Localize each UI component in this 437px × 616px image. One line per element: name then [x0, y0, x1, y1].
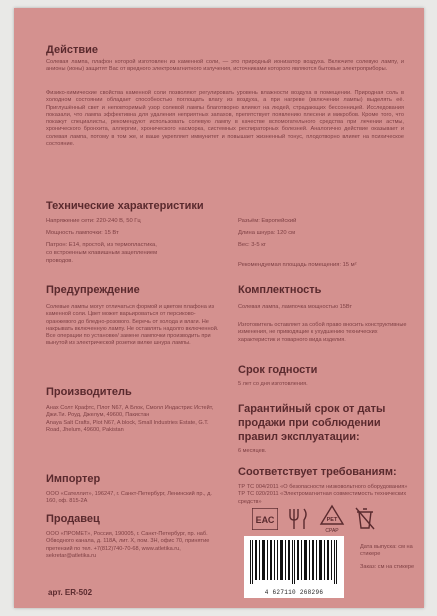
action-heading: Действие [46, 44, 98, 56]
eac-mark-icon [252, 508, 278, 535]
article-number: арт. ER-502 [48, 588, 93, 597]
label-content [26, 8, 412, 608]
svg-text:СРАР: СРАР [325, 528, 339, 534]
spec-voltage: Напряжение сети: 220-240 В, 50 Гц [46, 218, 141, 224]
spec-socket: Патрон: E14, простой, из термопластика, [46, 242, 157, 248]
importer-heading: Импортер [46, 473, 101, 485]
expiry-heading: Срок годности [238, 364, 318, 376]
spec-weight: Вес: 3-5 кг [238, 242, 266, 248]
spec-socket-2: со встроенным клавишным зацеплением [46, 250, 158, 256]
conformity-text: ТР ТС 004/2011 «О безопасности низковольтного оборудования» ТР ТС 020/2011 «Электромагнитная совместимость технических средств» [238, 484, 408, 505]
guarantee-heading: Гарантийный срок от даты продажи при соблюдении правил эксплуатации: [238, 403, 386, 443]
spec-socket-3: проводов. [46, 258, 73, 264]
recycle-icon [319, 504, 345, 539]
seller-heading: Продавец [46, 513, 100, 525]
warning-heading: Предупреждение [46, 284, 140, 296]
manufacturer-text: Анах Солт Крафтс, Плот N67, А Блок, Смолл Индастрис Истейт, Джи.Ти. Роуд, Джелум, 49600, Пакистан Anaya Salt Crafts, Plot N67, A block, Small Industries Estate, G.T. Road, Jhelum, 49600, Pakistan [46, 405, 214, 433]
spec-plug: Разъём: Европейский [238, 218, 297, 224]
warning-text: Солевые лампы могут отличаться формой и цветом плафона из каменной соли. Цвет может варьироваться от персиково-оранжевого до бледно-розового. Беречь от холода и влаги. Не накрывать включенную лампу. Не оставлять надолго включенной. Все операции по установке/ замене лампочки производить при вынутой из электрической розетки вилке шнура лампы. [46, 304, 219, 347]
expiry-text: 5 лет со дня изготовления. [238, 381, 308, 387]
order-number: Заказ: см на стикере [360, 564, 415, 570]
kit-heading: Комплектность [238, 284, 322, 296]
spec-area: Рекомендуемая площадь помещения: 15 м² [238, 262, 357, 268]
barcode-bars [250, 540, 338, 584]
tableware-icon [288, 506, 310, 537]
spec-power: Мощность лампочки: 15 Вт [46, 230, 119, 236]
seller-text: ООО «ПРОМЕТ», Россия, 190005, г. Санкт-Петербург, пр. наб. Обводного канала, д. 118А, лит. Х, пом. 3Н, офис 70, принятие претензий по тел. +7(812)740-70-68, www.atletika.ru, sekretar@atletika.ru [46, 531, 210, 559]
svg-text:ЕАС: ЕАС [255, 515, 275, 525]
no-trash-icon [354, 505, 376, 536]
action-para-2: Физико-химические свойства каменной соли позволяют регулировать уровень влажности воздуха в помещении. Природная соль в холодном состоянии обладает способностью поглощать влагу из воздуха, а при нагреве (включении лампы) выделять её. Приглушённый свет и неповторимый узор солевой лампы благотворно влияют на людей, страдающих бессонницей. Исследования показали, что лампа эффективна для удаления неприятных запахов, препятствует появлению плесени и микробов. Кроме того, что покажут специалисты, рекомендуют использовать солевую лампу в качестве вспомогательного средства при лечении астмы, хронического бронхита, аллергии, хронического насморка, системных респираторных болезней. Аналогично действие оказывает и солевая лампа, потому в том же, и ваше укрепляет иммунитет и повышает жизненный тонус, плодотворно влияет на психическое состояние. [46, 90, 404, 148]
date-made: Дата выпуска: см на стикере [360, 544, 413, 557]
barcode [244, 536, 344, 598]
importer-text: ООО «Сателлит», 196247, г. Санкт-Петербург, Ленинский пр., д. 160, оф. 815-2А [46, 491, 212, 505]
kit-note: Изготовитель оставляет за собой право вносить конструктивные изменения, не приводящие к ухудшению технических характеристик и товарного вида изделия. [238, 322, 407, 343]
kit-text: Солевая лампа, лампочка мощностью 15Вт [238, 304, 352, 310]
conformity-heading: Соответствует требованиям: [238, 466, 397, 478]
manufacturer-heading: Производитель [46, 386, 132, 398]
action-para-1: Солевая лампа, плафон которой изготовлен из каменной соли, — это природный ионизатор воздуха. Включите солевую лампу, и анионы (ионы) защитят Вас от вредного электромагнитного излучения, источниками которого являются бытовые электроприборы. [46, 59, 404, 73]
package-label [14, 8, 424, 608]
specs-heading: Технические характеристики [46, 200, 204, 212]
spec-cord: Длина шнура: 120 см [238, 230, 296, 236]
svg-text:PET: PET [326, 517, 338, 523]
barcode-number: 4 627110 268296 [264, 589, 324, 596]
guarantee-text: 6 месяцев. [238, 448, 267, 454]
